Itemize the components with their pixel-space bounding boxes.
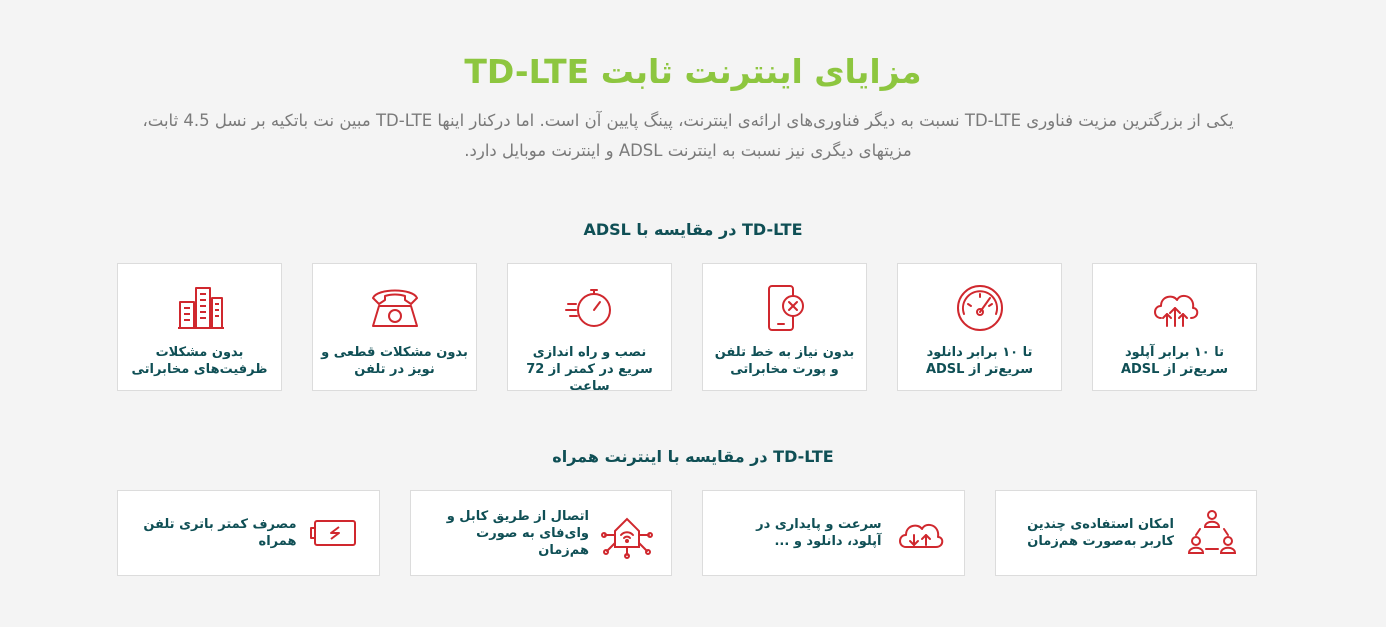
page-title: مزایای اینترنت ثابت TD-LTE	[464, 52, 922, 91]
phone-no-line-icon	[757, 280, 813, 336]
card-download-speed	[897, 263, 1062, 391]
card-label: سرعت و پایداری در آپلود، دانلود و ...	[756, 517, 882, 549]
card-label: بدون مشکلات قطعی و نویز در تلفن	[321, 345, 468, 377]
stopwatch-icon	[562, 280, 618, 336]
card-battery	[117, 490, 380, 576]
card-no-phone-line	[702, 263, 867, 391]
buildings-icon	[172, 280, 228, 336]
mobile-cards-row	[117, 490, 1257, 576]
cloud-transfer-icon	[894, 507, 946, 559]
card-stability	[702, 490, 965, 576]
cloud-upload-icon	[1147, 280, 1203, 336]
card-no-capacity-issue	[117, 263, 282, 391]
multi-user-icon	[1186, 507, 1238, 559]
card-label: تا ۱۰ برابر آپلود سریع‌تر از ADSL	[1120, 345, 1229, 377]
card-label: بدون مشکلات ظرفیت‌های مخابراتی	[131, 345, 268, 377]
card-no-noise	[312, 263, 477, 391]
card-cable-wifi	[410, 490, 673, 576]
speedometer-icon	[952, 280, 1008, 336]
card-upload-speed	[1092, 263, 1257, 391]
battery-icon	[309, 507, 361, 559]
card-label: بدون نیاز به خط تلفن و پورت مخابراتی	[714, 345, 855, 377]
mobile-section-title: TD-LTE در مقایسه با اینترنت همراه	[552, 447, 834, 466]
card-label: اتصال از طریق کابل و وای‌فای به صورت هم‌زمان	[446, 508, 589, 558]
adsl-section-title: TD-LTE در مقایسه با ADSL	[583, 220, 803, 239]
telephone-icon	[367, 280, 423, 336]
card-multi-user	[995, 490, 1258, 576]
card-fast-install	[507, 263, 672, 394]
card-label: تا ۱۰ برابر دانلود سریع‌تر از ADSL	[925, 345, 1034, 377]
adsl-cards-row	[117, 263, 1257, 394]
card-label: نصب و راه اندازی سریع در کمتر از 72 ساعت	[526, 345, 653, 394]
card-label: امکان استفاده‌ی چندین کاربر به‌صورت هم‌زمان	[1027, 517, 1174, 549]
card-label: مصرف کمتر باتری تلفن همراه	[143, 517, 297, 549]
wifi-router-icon	[601, 507, 653, 559]
intro-paragraph: یکی از بزرگترین مزیت فناوری TD-LTE نسبت به دیگر فناوری‌های ارائه‌ی اینترنت، پینگ پایین آن است. اما درکنار اینها TD-LTE مبین نت باتکیه بر نسل 4.5 ثابت، مزیتهای دیگری نیز نسبت به اینترنت ADSL و اینترنت موبایل دارد.	[142, 111, 1234, 160]
